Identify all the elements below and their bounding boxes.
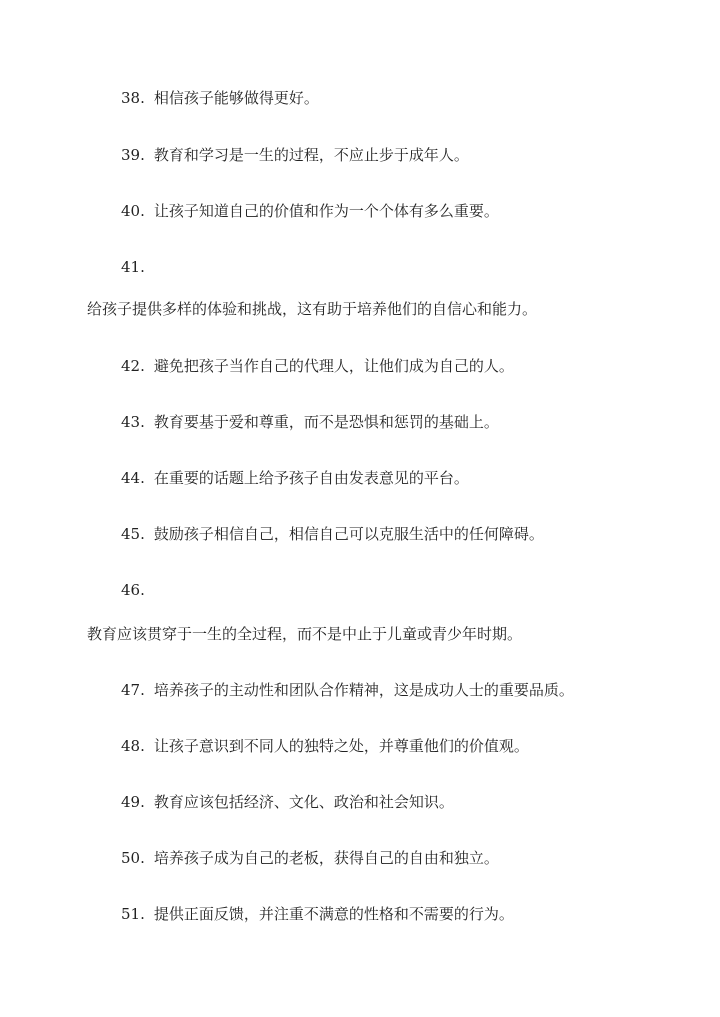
list-item — [121, 848, 499, 868]
item-number: 51. — [121, 905, 145, 923]
item-text: 教育要基于爱和尊重，而不是恐惧和惩罚的基础上。 — [153, 413, 499, 431]
item-number: 43. — [121, 413, 145, 431]
item-text: 教育和学习是一生的过程，不应止步于成年人。 — [153, 146, 469, 164]
item-number: 50. — [121, 849, 145, 867]
item-text: 教育应该包括经济、文化、政治和社会知识。 — [153, 793, 454, 811]
item-number: 38. — [121, 89, 145, 107]
item-number: 48. — [121, 737, 145, 755]
list-item — [121, 88, 319, 108]
item-text: 让孩子意识到不同人的独特之处，并尊重他们的价值观。 — [153, 737, 529, 755]
list-item — [121, 356, 514, 376]
item-number: 49. — [121, 793, 145, 811]
item-number: 45. — [121, 525, 145, 543]
item-text: 培养孩子的主动性和团队合作精神，这是成功人士的重要品质。 — [153, 681, 574, 699]
item-text: 让孩子知道自己的价值和作为一个个体有多么重要。 — [153, 202, 499, 220]
list-item — [121, 792, 454, 812]
item-text: 避免把孩子当作自己的代理人，让他们成为自己的人。 — [153, 357, 514, 375]
item-number: 41. — [121, 258, 145, 276]
item-text: 相信孩子能够做得更好。 — [153, 89, 319, 107]
list-item — [121, 468, 469, 488]
item-text: 教育应该贯穿于一生的全过程，而不是中止于儿童或青少年时期。 — [87, 625, 523, 643]
item-number: 40. — [121, 202, 145, 220]
list-item — [121, 412, 499, 432]
item-text: 在重要的话题上给予孩子自由发表意见的平台。 — [153, 469, 469, 487]
item-number: 47. — [121, 681, 145, 699]
item-number: 46. — [121, 581, 145, 599]
list-item — [121, 904, 514, 924]
item-text: 鼓励孩子相信自己，相信自己可以克服生活中的任何障碍。 — [153, 525, 544, 543]
list-item — [121, 145, 469, 165]
item-text: 培养孩子成为自己的老板，获得自己的自由和独立。 — [153, 849, 499, 867]
item-number: 39. — [121, 146, 145, 164]
item-text: 给孩子提供多样的体验和挑战，这有助于培养他们的自信心和能力。 — [87, 300, 538, 318]
item-number: 42. — [121, 357, 145, 375]
list-item — [121, 736, 529, 756]
list-item — [121, 680, 574, 700]
list-item — [121, 524, 544, 544]
list-item — [121, 201, 499, 221]
item-number: 44. — [121, 469, 145, 487]
item-text: 提供正面反馈，并注重不满意的性格和不需要的行为。 — [153, 905, 514, 923]
